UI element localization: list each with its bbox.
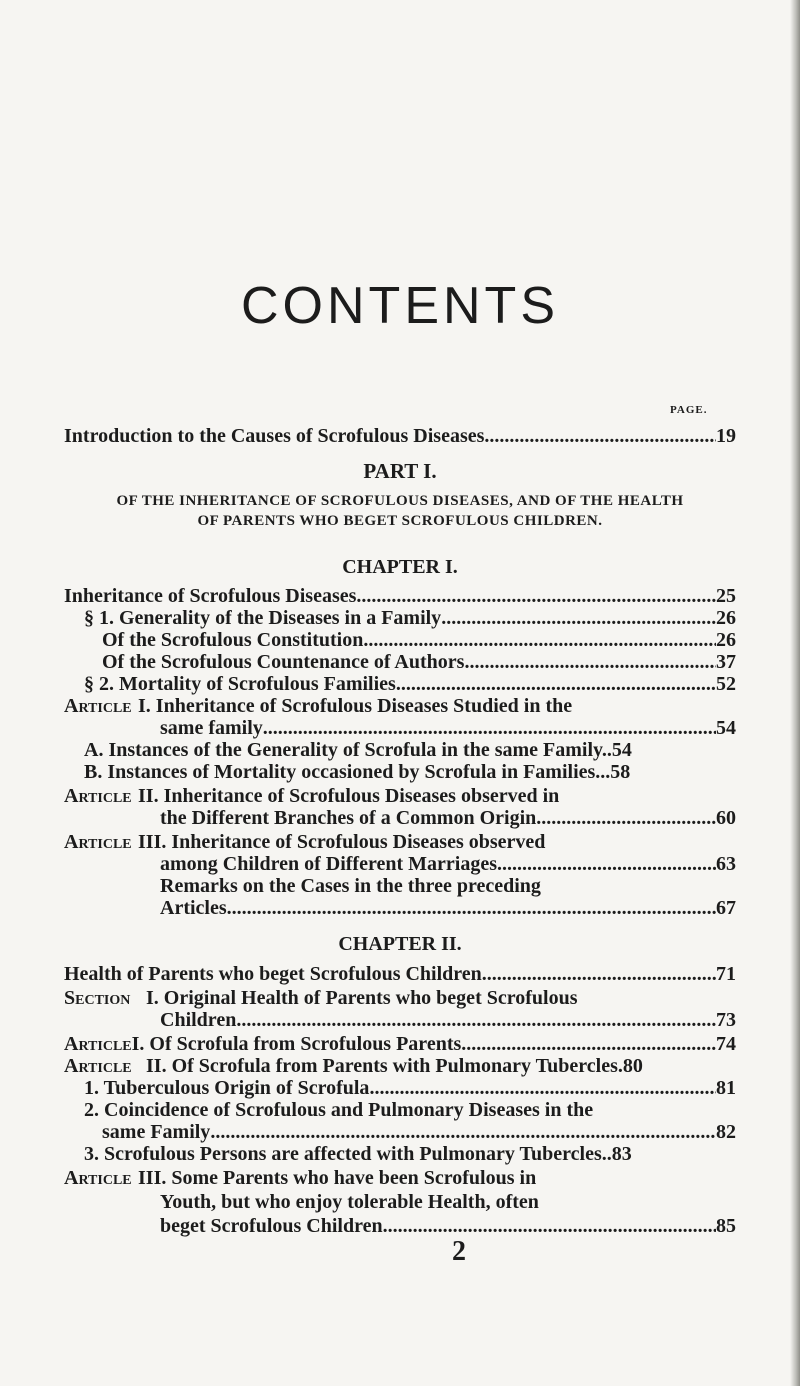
toc-entry: Of the Scrofulous Countenance of Authors ..... 37: [102, 650, 736, 674]
toc-entry: Section I. Original Health of Parents who beget Scrofulous: [64, 987, 578, 1009]
page-title: CONTENTS: [241, 277, 559, 335]
toc-entry: 1. Tuberculous Origin of Scrofula ..... 81: [84, 1076, 736, 1100]
toc-entry: 2. Coincidence of Scrofulous and Pulmonary Diseases in the: [84, 1099, 594, 1121]
toc-entry: Remarks on the Cases in the three preceding: [160, 875, 541, 897]
toc-entry: Of the Scrofulous Constitution ..... 26: [102, 628, 736, 652]
toc-entry: Youth, but who enjoy tolerable Health, often: [160, 1191, 539, 1213]
page-number: 2: [452, 1236, 466, 1267]
toc-entry: the Different Branches of a Common Origin ..... 60: [160, 806, 736, 830]
toc-entry: among Children of Different Marriages ..... 63: [160, 852, 736, 876]
toc-entry: 3. Scrofulous Persons are affected with Pulmonary Tubercles..83: [84, 1143, 632, 1165]
toc-entry: Health of Parents who beget Scrofulous Children ..... 71: [64, 962, 736, 986]
toc-entry: same Family ..... 82: [102, 1120, 736, 1144]
toc-entry: B. Instances of Mortality occasioned by Scrofula in Families...58: [84, 761, 631, 783]
toc-entry: Article II. Of Scrofula from Parents with Pulmonary Tubercles.80: [64, 1055, 643, 1077]
chapter1-title: CHAPTER I.: [342, 556, 458, 578]
part-title: PART I.: [363, 459, 437, 483]
toc-entry: Inheritance of Scrofulous Diseases ..... 25: [64, 584, 736, 608]
toc-entry: Article II. Inheritance of Scrofulous Diseases observed in: [64, 785, 560, 807]
part-subtitle-1: OF THE INHERITANCE OF SCROFULOUS DISEASES, AND OF THE HEALTH: [116, 493, 684, 509]
toc-entry: Articles ..... 67: [160, 896, 736, 920]
toc-entry: Children ..... 73: [160, 1008, 736, 1032]
toc-entry: § 1. Generality of the Diseases in a Family ..... 26: [84, 606, 736, 630]
toc-entry: Article III. Some Parents who have been Scrofulous in: [64, 1167, 537, 1189]
page-edge-shadow: [790, 0, 800, 1386]
toc-entry: Article I. Of Scrofula from Scrofulous Parents ..... 74: [64, 1032, 736, 1056]
toc-entry: beget Scrofulous Children ..... 85: [160, 1214, 736, 1238]
page-column-label: PAGE.: [670, 404, 708, 416]
part-subtitle-2: OF PARENTS WHO BEGET SCROFULOUS CHILDREN.: [197, 513, 603, 529]
toc-entry: A. Instances of the Generality of Scrofula in the same Family..54: [84, 739, 632, 761]
intro-entry: Introduction to the Causes of Scrofulous Diseases ..... 19: [64, 424, 736, 448]
toc-entry: § 2. Mortality of Scrofulous Families ..... 52: [84, 672, 736, 696]
chapter2-title: CHAPTER II.: [338, 933, 462, 955]
toc-entry: Article I. Inheritance of Scrofulous Diseases Studied in the: [64, 695, 573, 717]
toc-entry: same family ..... 54: [160, 716, 736, 740]
toc-entry: Article III. Inheritance of Scrofulous Diseases observed: [64, 831, 546, 853]
